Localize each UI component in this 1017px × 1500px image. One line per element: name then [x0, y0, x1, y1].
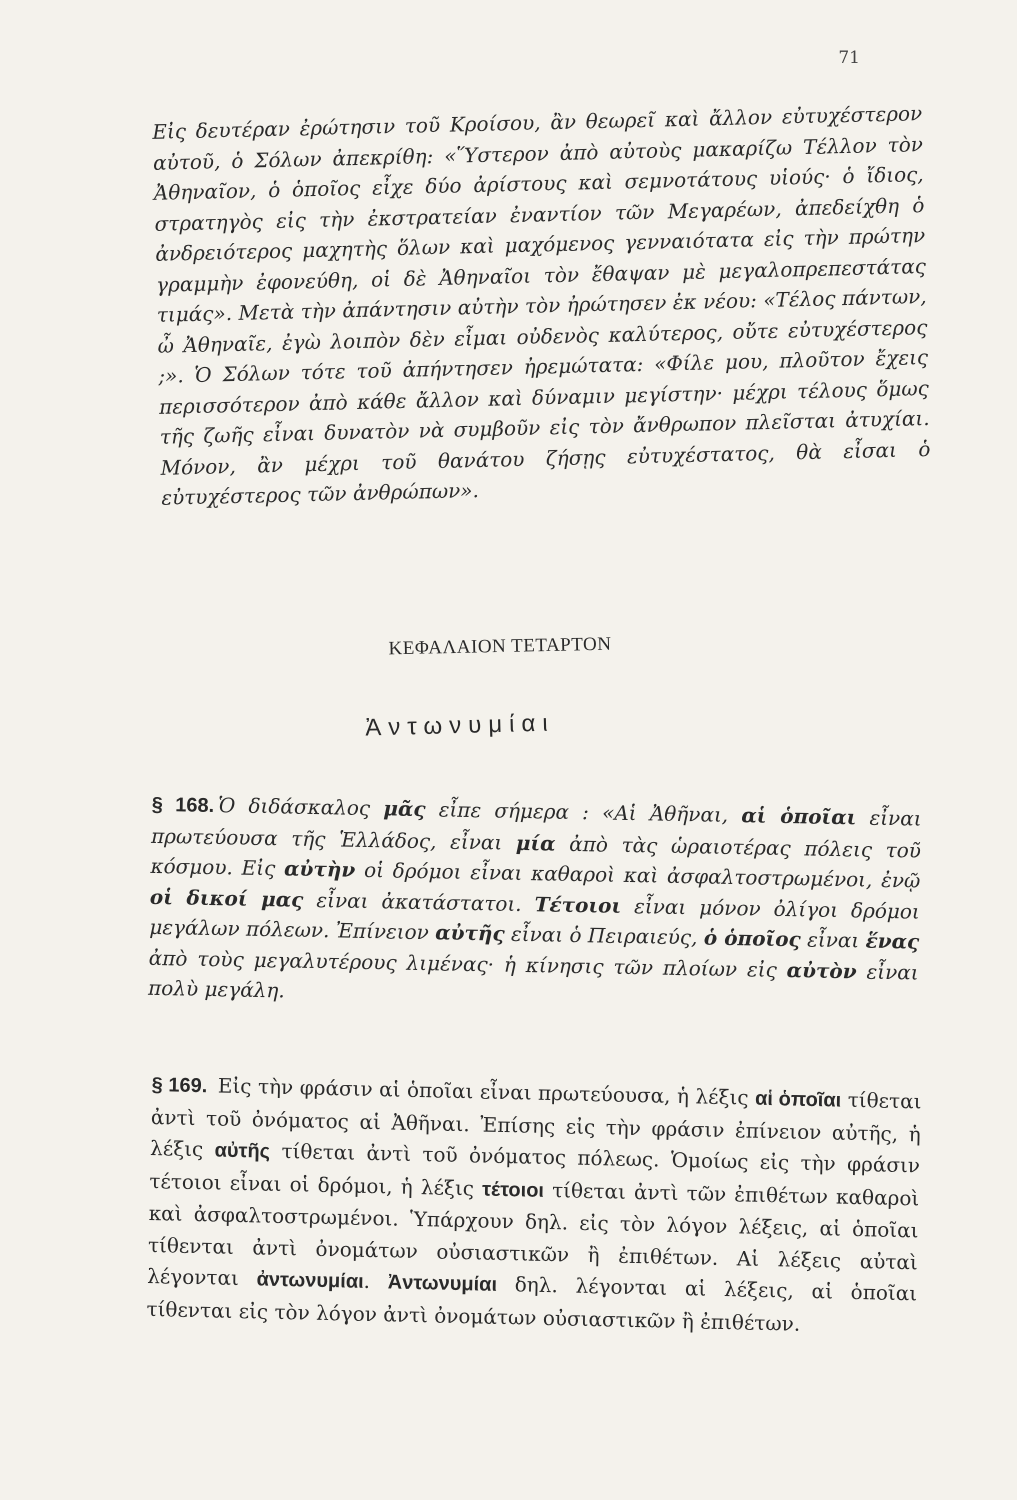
bold-168-6: Τέτοιοι — [534, 891, 622, 918]
text-168-5: οἱ δρόμοι εἶναι καθαροὶ καὶ ἀσφαλτοστρωμένοι, ἐνῷ — [355, 857, 921, 893]
chapter-title: ΚΕΦΑΛΑΙΟΝ ΤΕΤΑΡΤΟΝ — [388, 633, 612, 660]
text-168-6: εἶναι ἀκατάστατοι. — [303, 887, 535, 916]
text-168-8: εἶναι ὁ Πειραιεύς, — [504, 921, 705, 950]
bold-168-8: ὁ ὁποῖος — [703, 925, 801, 952]
text-168-7: εἶναι μόνον ὀλίγοι δρόμοι μεγάλων πόλεων. Ἐπίνειον — [149, 893, 921, 945]
text-169-6: δηλ. λέγονται αἱ λέξεις, αἱ ὁποῖαι τίθενται εἰς τὸν λόγον ἀντὶ ὀνομάτων οὐσιαστικῶν ἢ ἐπιθέτων. — [146, 1271, 918, 1336]
text-169-4: τίθεται ἀντὶ τῶν ἐπιθέτων καθαροὶ καὶ ἀσφαλτοστρωμένοι. Ὑπάρχουν δηλ. εἰς τὸν λόγον λέξεις, αἱ ὁποῖαι τίθενται ἀντὶ ὀνομάτων οὐσιαστικῶν ἢ ἐπιθέτων. Αἱ λέξεις αὐταὶ λέγονται — [147, 1177, 920, 1291]
bold-168-4: αὐτὴν — [283, 856, 356, 882]
section-heading: Ἀντωνυμίαι — [364, 709, 555, 742]
text-168-2: εἶπε σήμερα : «Αἱ Ἀθῆναι, — [425, 797, 742, 828]
text-169-3: τίθεται ἀντὶ τοῦ ὀνόματος πόλεως. Ὁμοίως εἰς τὴν φράσιν τέτοιοι εἶναι οἱ δρόμοι, ἡ λέξις — [149, 1138, 921, 1201]
text-169-5: . — [363, 1268, 389, 1294]
bold-169-5: Ἀντωνυμίαι — [387, 1271, 498, 1296]
bold-168-9: ἕνας — [865, 928, 920, 954]
bold-169-3: τέτοιοι — [481, 1178, 545, 1202]
section-number-168: § 168. — [151, 793, 215, 818]
paragraph-169 — [102, 1068, 922, 1342]
text-168-1: Ὁ διδάσκαλος — [217, 793, 384, 821]
bold-168-3: μία — [515, 830, 556, 856]
text-169-2: τίθεται ἀντὶ τοῦ ὀνόματος αἱ Ἀθῆναι. Ἐπίσης εἰς τὴν φράσιν ἐπίνειον αὐτῆς, ἡ λέξις — [149, 1087, 922, 1162]
text-168-9: εἶναι — [800, 927, 866, 953]
bold-168-7: αὐτῆς — [434, 920, 505, 946]
bold-168-10: αὐτὸν — [786, 957, 857, 983]
bold-168-1: μᾶς — [383, 796, 426, 822]
bold-169-1: αἱ ὁποῖαι — [754, 1087, 842, 1112]
text-168-11: εἶναι πολὺ μεγάλη. — [147, 958, 919, 1003]
text-169-1: Εἰς τὴν φράσιν αἱ ὁποῖαι εἶναι πρωτεύουσα, ἡ λέξις — [211, 1073, 756, 1110]
text-168-4: ἀπὸ τὰς ὡραιοτέρας πόλεις τοῦ κόσμου. Εἰς — [150, 831, 922, 881]
paragraph-168 — [104, 788, 922, 1018]
page-number: 71 — [838, 48, 860, 68]
bold-169-2: αὐτῆς — [214, 1139, 271, 1163]
text-168-10: ἀπὸ τοὺς μεγαλυτέρους λιμένας· ἡ κίνησις τῶν πλοίων εἰς — [148, 945, 787, 982]
text-168-3: εἶναι πρωτεύουσα τῆς Ἑλλάδος, εἶναι — [150, 805, 922, 855]
bold-169-4: ἀντωνυμίαι — [256, 1268, 364, 1293]
paragraph-solon-answer: Εἰς δευτέραν ἐρώτησιν τοῦ Κροίσου, ἂν θεωρεῖ καὶ ἄλλον εὐτυχέστερον αὐτοῦ, ὁ Σόλων ἀπεκρίθη: «Ὕστερον ἀπὸ αὐτοὺς μακαρίζω Τέλλον τὸν Ἀθηναῖον, ὁ ὁποῖος εἶχε δύο ἀρίστους καὶ σεμνοτάτους υἱούς· ὁ ἴδιος, στρατηγὸς εἰς τὴν ἐκστρατείαν ἐναντίον τῶν Μεγαρέων, ἀπεδείχθη ὁ ἀνδρειότερος μαχητὴς ὅλων καὶ μαχόμενος γενναιότατα εἰς τὴν πρώτην γραμμὴν ἐφονεύθη, οἱ δὲ Ἀθηναῖοι τὸν ἔθαψαν μὲ μεγαλοπρεπεστάτας τιμάς». Μετὰ τὴν ἀπάντησιν αὐτὴν τὸν ἠρώτησεν ἐκ νέου: «Τέλος πάντων, ὦ Ἀθηναῖε, ἐγὼ λοιπὸν δὲν εἶμαι οὐδενὸς καλύτερος, οὔτε εὐτυχέστερος ;». Ὁ Σόλων τότε τοῦ ἀπήντησεν ἠρεμώτατα: «Φίλε μου, πλοῦτον ἔχεις περισσότερον ἀπὸ κάθε ἄλλον καὶ δύναμιν μεγίστην· μέχρι τέλους ὅμως τῆς ζωῆς εἶναι δυνατὸν νὰ συμβοῦν εἰς τὸν ἄνθρωπον πλεῖσται ἀτυχίαι. Μόνον, ἂν μέχρι τοῦ θανάτου ζήσῃς εὐτυχέστατος, θὰ εἶσαι ὁ εὐτυχέστερος τῶν ἀνθρώπων». — [152, 101, 931, 510]
bold-168-5: οἱ δικοί μας — [149, 884, 304, 912]
section-number-169: § 169. — [151, 1073, 208, 1098]
bold-168-2: αἱ ὁποῖαι — [741, 803, 857, 830]
